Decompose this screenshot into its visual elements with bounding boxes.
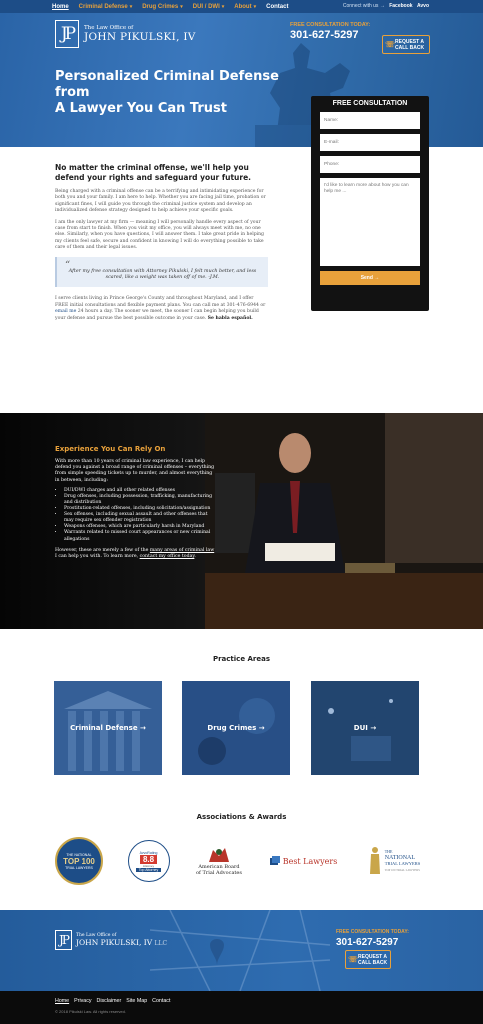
practice-areas-title: Practice Areas bbox=[212, 655, 271, 663]
intro-heading: No matter the criminal offense, we'll help you defend your rights and safeguard your future. bbox=[55, 163, 252, 182]
quote-mark-icon: “ bbox=[65, 259, 71, 271]
facebook-link[interactable]: Facebook bbox=[389, 3, 413, 9]
footer-callback-line2: CALL BACK bbox=[358, 959, 388, 966]
send-button[interactable]: Send → bbox=[320, 271, 420, 285]
experience-section bbox=[0, 413, 483, 629]
best-lawyers-text: Best Lawyers bbox=[282, 856, 338, 866]
hero-headline bbox=[55, 69, 279, 117]
contact-office-link[interactable]: contact my office today bbox=[139, 553, 195, 559]
p2-text-a: However, these are merely a few of the bbox=[55, 547, 150, 553]
list-item: • Sex offenses, including sexual assault and other offenses that may require sex offender registration bbox=[64, 512, 215, 524]
nav-home[interactable]: Home bbox=[52, 3, 69, 10]
footer-logo-monogram: JP bbox=[55, 930, 72, 950]
experience-content bbox=[55, 445, 215, 564]
footer-link-home[interactable]: Home bbox=[55, 998, 70, 1004]
avvo-brand: AvvoRating bbox=[139, 850, 158, 855]
tile-drug-crimes[interactable] bbox=[182, 681, 290, 775]
header-phone[interactable]: 301-627-5297 bbox=[290, 29, 359, 41]
offense-list bbox=[64, 488, 215, 543]
main-menu bbox=[52, 4, 298, 10]
tile-label: Criminal Defense → bbox=[70, 724, 146, 732]
request-callback-button[interactable] bbox=[382, 35, 430, 54]
p2-text-b: I can help you with. To learn more, bbox=[55, 553, 140, 559]
header-consultation bbox=[290, 22, 370, 41]
footer-logo[interactable] bbox=[55, 930, 167, 950]
p2-text-c: . bbox=[194, 553, 196, 559]
footer-links bbox=[55, 998, 175, 1004]
nav-contact[interactable]: Contact bbox=[266, 3, 289, 10]
email-me-link[interactable]: email me bbox=[55, 309, 77, 315]
ntl-line1: THE bbox=[384, 849, 393, 854]
footer-link-contact[interactable]: Contact bbox=[152, 998, 171, 1004]
intro-paragraph-3 bbox=[55, 296, 268, 322]
tile-criminal-defense[interactable] bbox=[54, 681, 162, 775]
footer-consultation-label: FREE CONSULTATION TODAY: bbox=[336, 929, 409, 935]
experience-paragraph-1: With more than 10 years of criminal law experience, I can help defend you against a broad range of criminal offenses – everything from simple speeding tickets up to murder, and almost everything in between, including: bbox=[55, 459, 215, 483]
nav-drug-crimes[interactable]: Drug Crimes ▾ bbox=[142, 4, 183, 10]
national-trial-lawyers-logo[interactable] bbox=[363, 846, 425, 876]
intro-paragraph-2: I am the only lawyer at my firm — meaning I will personally handle every aspect of your case from start to finish. When you visit my office, you will always meet with me, no one else. Similarly, when you have questions, I will answer them. I take great pride in helping my clients feel safe, secure and confident in knowing I will do everything possible to take care of them and their legal issues. bbox=[55, 219, 265, 251]
form-title: FREE CONSULTATION bbox=[332, 100, 408, 107]
message-textarea[interactable]: I'd like to learn more about how you can help me ... bbox=[320, 178, 420, 266]
consultation-label: FREE CONSULTATION TODAY: bbox=[290, 22, 371, 28]
experience-heading: Experience You Can Rely On bbox=[55, 445, 166, 453]
footer-link-disclaimer[interactable]: Disclaimer bbox=[96, 998, 122, 1004]
footer-link-privacy[interactable]: Privacy bbox=[74, 998, 92, 1004]
badge-line1: THE NATIONAL bbox=[66, 852, 92, 857]
nav-criminal-defense[interactable]: Criminal Defense ▾ bbox=[79, 4, 133, 10]
logo-name: JOHN PIKULSKI, IV bbox=[84, 31, 196, 43]
abta-logo[interactable] bbox=[194, 846, 244, 876]
avvo-line: Attorney bbox=[142, 863, 155, 868]
footer-callback-line1: REQUEST A bbox=[358, 953, 387, 960]
copyright: © 2018 Pikulski Law. All rights reserved. bbox=[55, 1009, 126, 1014]
social-prefix: Connect with us → bbox=[342, 3, 385, 9]
experience-paragraph-2 bbox=[55, 548, 215, 560]
footer bbox=[0, 910, 483, 991]
callback-line2: CALL BACK bbox=[395, 44, 425, 51]
phone-icon: ☏ bbox=[348, 954, 359, 964]
avvo-ribbon: Top Attorney bbox=[136, 868, 161, 872]
se-habla-espanol: Se habla español. bbox=[207, 315, 253, 321]
intro-section bbox=[55, 163, 268, 327]
headline-line1: Personalized Criminal Defense bbox=[55, 69, 279, 84]
footer-phone[interactable]: 301-627-5297 bbox=[336, 937, 399, 948]
tile-dui[interactable] bbox=[311, 681, 419, 775]
intro-paragraph-1: Being charged with a criminal offense can be a terrifying and intimidating experience for both you and your family. I am here to help. Whether you are facing jail time, probation or significant fines, I will guide you through the criminal justice system and develop an individualized defense strategy designed to help achieve your specific goals. bbox=[55, 189, 266, 214]
badge-line2: TRIAL LAWYERS bbox=[65, 865, 93, 870]
trial-lawyers-figure-icon bbox=[368, 846, 382, 876]
footer-consultation bbox=[336, 929, 409, 948]
attorney-photo bbox=[205, 413, 483, 629]
list-item: • Weapons offenses, which are particularly harsh in Maryland bbox=[64, 524, 215, 530]
list-item: • Warrants related to missed court appearances or new criminal allegations bbox=[64, 530, 215, 542]
p3-text-b: 24 hours a day. The sooner we meet, the sooner I can begin helping you build your defense and pursue the best possible outcome in your case. bbox=[55, 309, 259, 321]
footer-link-sitemap[interactable]: Site Map bbox=[126, 998, 148, 1004]
tile-label: DUI → bbox=[353, 724, 377, 732]
footer-logo-name: JOHN PIKULSKI, IV bbox=[76, 938, 153, 947]
logo-monogram: JP bbox=[55, 20, 79, 48]
list-item: • DUI/DWI charges and all other related offenses bbox=[64, 488, 215, 494]
headline-line2: from bbox=[55, 85, 90, 100]
testimonial-quote bbox=[55, 257, 268, 288]
name-input[interactable]: Name: bbox=[320, 112, 420, 129]
awards-title: Associations & Awards bbox=[196, 813, 287, 821]
badge-big: TOP 100 bbox=[63, 856, 95, 866]
footer-request-callback-button[interactable] bbox=[345, 950, 391, 969]
phone-input[interactable]: Phone: bbox=[320, 156, 420, 173]
site-logo[interactable] bbox=[55, 20, 196, 48]
nav-about[interactable]: About ▾ bbox=[234, 4, 256, 10]
abta-line2: of Trial Advocates bbox=[196, 870, 242, 876]
email-input[interactable]: E-mail: bbox=[320, 134, 420, 151]
tile-label: Drug Crimes → bbox=[207, 724, 265, 732]
headline-line3: A Lawyer You Can Trust bbox=[55, 101, 227, 116]
logo-small-text: The Law Office of bbox=[84, 25, 134, 31]
ntl-line3: TRIAL LAWYERS bbox=[384, 861, 421, 866]
ntl-line4: TOP 100 TRIAL LAWYERS bbox=[384, 868, 420, 872]
best-lawyers-logo[interactable] bbox=[269, 856, 339, 866]
awards-row bbox=[55, 836, 425, 886]
bottom-bar bbox=[0, 991, 483, 1024]
footer-logo-small: The Law Office of bbox=[76, 933, 117, 938]
list-item: • Drug offenses, including possession, trafficking, manufacturing and distribution bbox=[64, 494, 215, 506]
footer-logo-suffix: LLC bbox=[154, 940, 168, 947]
p3-text-a: I serve clients living in Prince George's County and throughout Maryland, and I offer FREE initial consultations and flexible payment plans. You can call me at 301-476-6944 or bbox=[55, 296, 266, 308]
abta-crest-icon bbox=[207, 846, 231, 864]
top-nav bbox=[0, 0, 483, 13]
consultation-form bbox=[311, 96, 429, 311]
abta-line1: American Board bbox=[198, 864, 240, 870]
nav-dui-dwi[interactable]: DUI / DWI ▾ bbox=[193, 4, 225, 10]
social-links bbox=[343, 3, 429, 9]
list-item: • Prostitution-related offenses, including solicitation/assignation bbox=[64, 506, 215, 512]
top-100-badge[interactable] bbox=[55, 837, 103, 885]
phone-icon: ☏ bbox=[385, 39, 396, 49]
criminal-law-link[interactable]: many areas of criminal law bbox=[149, 547, 215, 553]
ntl-line2: NATIONAL bbox=[384, 855, 416, 861]
quote-text: After my free consultation with Attorney Pikulski, I felt much better, and less scared, like a weight was taken off of me. -J.M. bbox=[68, 268, 257, 281]
best-lawyers-mark-icon bbox=[270, 856, 280, 866]
avvo-rating-badge[interactable] bbox=[128, 840, 170, 882]
avvo-score: 8.8 bbox=[140, 855, 157, 864]
avvo-link[interactable]: Avvo bbox=[416, 3, 429, 9]
callback-line1: REQUEST A bbox=[395, 38, 424, 45]
map-image bbox=[150, 910, 330, 991]
